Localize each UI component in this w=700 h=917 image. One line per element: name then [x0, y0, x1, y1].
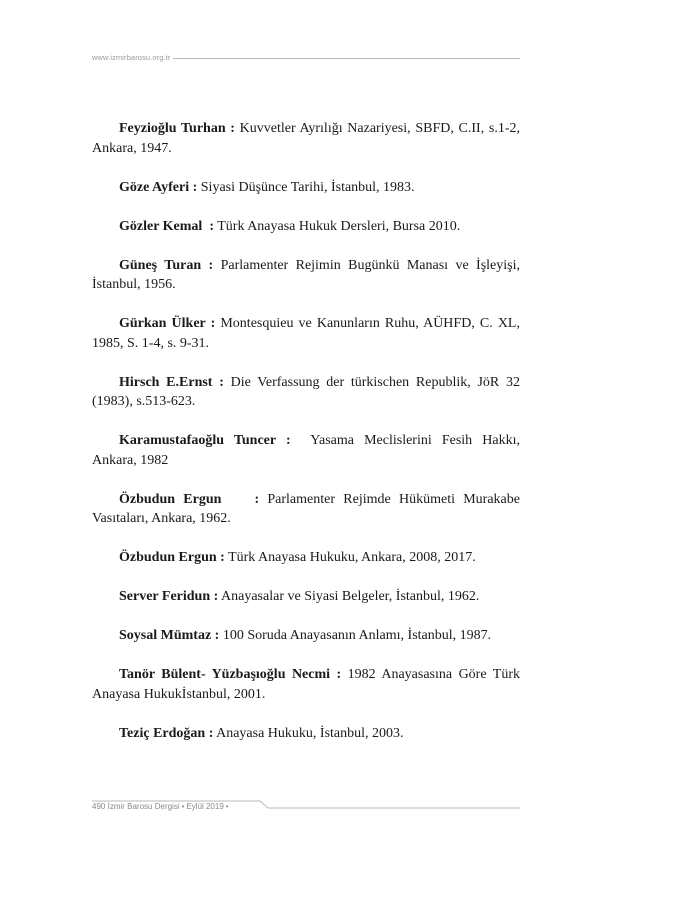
- page-number: 490: [92, 802, 106, 811]
- footer-text: [92, 802, 231, 811]
- bibliography-entry: [92, 490, 520, 529]
- footer-separator: •: [181, 802, 185, 811]
- entry-author: Gürkan Ülker :: [119, 316, 216, 331]
- entry-author: Feyzioğlu Turhan :: [119, 121, 235, 136]
- bibliography-entry: [92, 665, 520, 704]
- bibliography-entry: [92, 119, 520, 158]
- entry-author: Gözler Kemal :: [119, 218, 214, 234]
- entry-author: Hirsch E.Ernst :: [119, 374, 224, 390]
- entry-text: Yasama Meclislerini Fesih Hakkı, Ankara, 1982: [92, 433, 523, 468]
- entry-author: Teziç Erdoğan :: [119, 725, 214, 741]
- entry-author: Soysal Mümtaz :: [119, 628, 220, 643]
- footer-separator: •: [225, 802, 229, 811]
- entry-text: Türk Anayasa Hukuk Dersleri, Bursa 2010.: [214, 218, 461, 234]
- entry-author: Özbudun Ergun :: [119, 491, 260, 507]
- bibliography-entry: [92, 314, 520, 353]
- bibliography-entry: [92, 548, 520, 568]
- bibliography-entry: [92, 256, 520, 295]
- entry-text: Siyasi Düşünce Tarihi, İstanbul, 1983.: [197, 179, 415, 195]
- entry-text: Türk Anayasa Hukuku, Ankara, 2008, 2017.: [224, 550, 476, 565]
- bibliography-entry: [92, 431, 523, 470]
- bibliography-entry: [92, 626, 520, 646]
- header-url: www.izmirbarosu.org.tr: [92, 53, 171, 62]
- page-footer: [92, 800, 520, 814]
- bibliography-entry: [92, 724, 520, 744]
- entry-text: Kuvvetler Ayrılığı Nazariyesi, SBFD, C.II, s.1-2, Ankara, 1947.: [92, 121, 520, 156]
- entry-author: Özbudun Ergun :: [119, 550, 225, 565]
- entry-text: Parlamenter Rejimde Hükümeti Murakabe Vasıtaları, Ankara, 1962.: [92, 491, 520, 526]
- bibliography-entry: [92, 373, 520, 412]
- entry-author: Karamustafaoğlu Tuncer :: [119, 433, 291, 448]
- issue-date: Eylül 2019: [186, 802, 224, 811]
- bibliography-entry: [92, 217, 520, 237]
- entry-text: 1982 Anayasasına Göre Türk Anayasa Hukukİstanbul, 2001.: [92, 667, 520, 702]
- bibliography-entry: [92, 587, 520, 607]
- header-rule: [173, 58, 520, 59]
- entry-text: Montesquieu ve Kanunların Ruhu, AÜHFD, C. XL, 1985, S. 1-4, s. 9-31.: [92, 316, 520, 351]
- entry-author: Tanör Bülent- Yüzbaşıoğlu Necmi :: [119, 667, 342, 682]
- entry-text: Die Verfassung der türkischen Republik, JöR 32 (1983), s.513-623.: [92, 374, 521, 409]
- page-header: [92, 53, 520, 62]
- journal-name: İzmir Barosu Dergisi: [107, 802, 180, 811]
- entry-text: Anayasalar ve Siyasi Belgeler, İstanbul, 1962.: [218, 589, 480, 604]
- entry-author: Göze Ayferi :: [119, 179, 198, 195]
- entry-text: Parlamenter Rejimin Bugünkü Manası ve İşleyişi, İstanbul, 1956.: [92, 257, 521, 292]
- entry-text: Anayasa Hukuku, İstanbul, 2003.: [213, 725, 404, 741]
- entry-author: Server Feridun :: [119, 589, 219, 604]
- bibliography-entry: [92, 178, 520, 198]
- entry-author: Güneş Turan :: [119, 257, 214, 273]
- bibliography-list: [92, 119, 523, 763]
- entry-text: 100 Soruda Anayasanın Anlamı, İstanbul, 1987.: [219, 628, 492, 643]
